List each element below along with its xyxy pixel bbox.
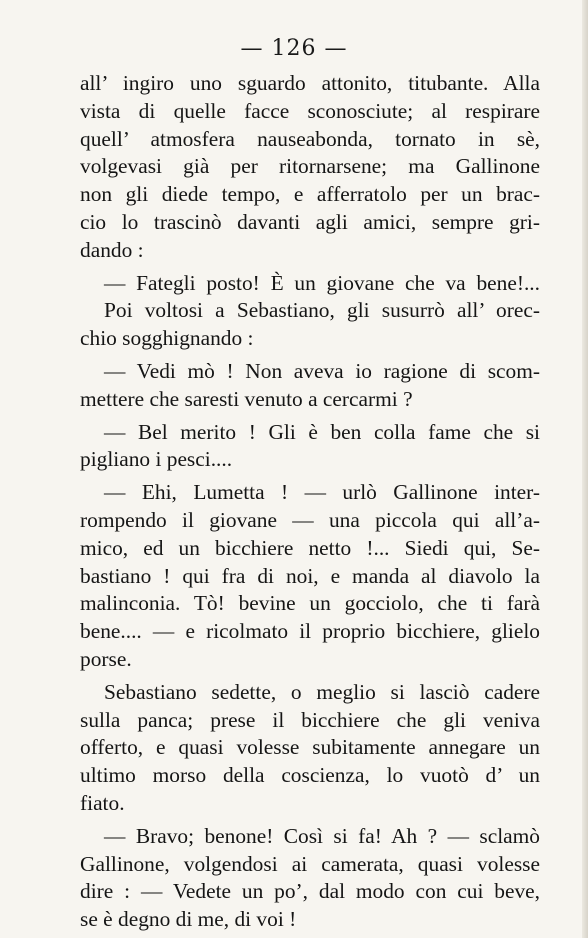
text-line: non gli diede tempo, e afferratolo per un brac-	[80, 182, 540, 207]
text-line: — Ehi, Lumetta ! — urlò Gallinone inter-	[104, 480, 540, 505]
text-line: volgevasi già per ritornarsene; ma Gallinone	[80, 154, 540, 179]
text-line: fiato.	[80, 790, 125, 815]
text-line: dire : — Vedete un po’, dal modo con cui beve,	[80, 879, 540, 904]
text-line: — Vedi mò ! Non aveva io ragione di scom-	[104, 358, 540, 383]
text-line: offerto, e quasi volesse subitamente annegare un	[80, 735, 540, 760]
text-line: Sebastiano sedette, o meglio si lasciò cadere	[104, 679, 540, 704]
text-line: dando :	[80, 237, 144, 262]
text-line: ultimo morso della coscienza, lo vuotò d’ un	[80, 763, 540, 788]
text-line: pigliano i pesci....	[80, 447, 233, 472]
text-line: porse.	[80, 646, 132, 671]
text-line: vista di quelle facce sconosciute; al respirare	[80, 98, 540, 123]
text-line: Gallinone, volgendosi ai camerata, quasi volesse	[80, 851, 540, 876]
text-line: bene.... — e ricolmato il proprio bicchiere, glielo	[80, 619, 540, 644]
text-line: malinconia. Tò! bevine un gocciolo, che ti farà	[80, 591, 540, 616]
text-line: — Bel merito ! Gli è ben colla fame che si	[104, 419, 540, 444]
text-line: cio lo trascinò davanti agli amici, sempre gri-	[80, 209, 540, 234]
text-line: bastiano ! qui fra di noi, e manda al diavolo la	[80, 563, 540, 588]
text-line: mettere che saresti venuto a cercarmi ?	[80, 386, 413, 411]
text-line: — Fategli posto! È un giovane che va bene!...	[104, 270, 540, 295]
page-number-header: — 126 —	[240, 36, 348, 61]
page-edge	[582, 0, 588, 938]
text-line: sulla panca; prese il bicchiere che gli veniva	[80, 707, 540, 732]
text-line: chio sogghignando :	[80, 326, 254, 351]
text-line: mico, ed un bicchiere netto !... Siedi qui, Se-	[80, 535, 540, 560]
text-line: — Bravo; benone! Così si fa! Ah ? — sclamò	[104, 823, 540, 848]
text-line: rompendo il giovane — una piccola qui all’a-	[80, 507, 540, 532]
text-line: all’ ingiro uno sguardo attonito, titubante. Alla	[80, 71, 540, 95]
body-text	[80, 70, 540, 934]
text-line: quell’ atmosfera nauseabonda, tornato in sè,	[80, 126, 540, 151]
text-line: se è degno di me, di voi !	[80, 907, 297, 932]
text-line: Poi voltosi a Sebastiano, gli susurrò all’ orec-	[104, 298, 540, 323]
